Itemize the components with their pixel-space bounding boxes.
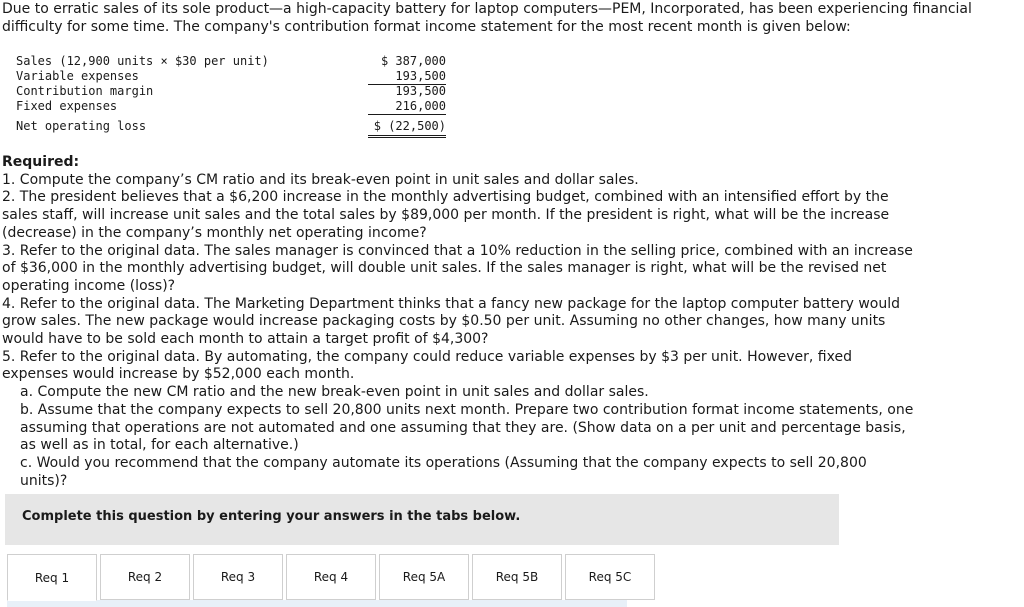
tab-req-1[interactable]: Req 1 [7,554,97,601]
requirement-tabs [7,554,1024,607]
instructions-panel [5,494,839,545]
requirement-item-4: 4. Refer to the original data. The Marketing Department thinks that a fancy new package for the laptop computer battery would grow sales. The new package would increase packaging costs by $0.50 per unit. Assuming no other changes, how many units would have to be sold each month to attain a target profit of $4,300? [2,295,900,348]
statement-label: Fixed expenses [16,99,118,113]
statement-amount: $ (22,500) [368,119,446,138]
tab-req-5a[interactable]: Req 5A [379,554,469,600]
tab-req-5b[interactable]: Req 5B [472,554,562,600]
statement-row-fixed-expenses [16,99,446,114]
tab-req-5c[interactable]: Req 5C [565,554,655,600]
tab-req-3[interactable]: Req 3 [193,554,283,600]
statement-label: Net operating loss [16,119,147,133]
intro-paragraph: Due to erratic sales of its sole product—a high-capacity battery for laptop computers—PEM, Incorporated, has been experiencing financial difficulty for some time. The company's contribution format income statement for the most recent month is given below: [2,1,972,35]
statement-label: Contribution margin [16,84,154,98]
statement-label: Sales (12,900 units × $30 per unit) [16,54,269,68]
statement-label: Variable expenses [16,69,139,83]
statement-row-variable-expenses [16,69,446,84]
statement-amount: 193,500 [368,69,446,85]
requirement-item-2: 2. The president believes that a $6,200 increase in the monthly advertising budget, combined with an intensified effort by the sales staff, will increase unit sales and the total sales by $89,000 per month. If the president is right, what will be the increase (decrease) in the company’s monthly net operating income? [2,189,890,241]
required-heading: Required: [2,154,80,170]
statement-row-contribution-margin [16,84,446,99]
statement-row-sales [16,54,446,69]
tab-req-4[interactable]: Req 4 [286,554,376,600]
requirement-subitem-c: c. Would you recommend that the company automate its operations (Assuming that the company expects to sell 20,800 units)? [20,454,867,489]
requirement-subitem-a: a. Compute the new CM ratio and the new break-even point in unit sales and dollar sales. [20,384,649,401]
statement-row-net-operating-loss [16,119,446,134]
statement-amount: 216,000 [368,99,446,115]
requirements-section [2,154,917,490]
statement-amount: 193,500 [395,84,446,98]
statement-amount: $ 387,000 [380,54,446,68]
income-statement [16,54,446,134]
instructions-text: Complete this question by entering your answers in the tabs below. [22,509,521,524]
tab-content-bar [7,600,627,607]
requirement-item-5: 5. Refer to the original data. By automating, the company could reduce variable expenses by $3 per unit. However, fixed expenses would increase by $52,000 each month. [2,348,852,383]
requirement-subitem-b: b. Assume that the company expects to sell 20,800 units next month. Prepare two contribution format income statements, one assuming that operations are not automated and one assuming that they are. (Show data on a per unit and percentage basis, as well as in total, for each alternative.) [20,401,914,454]
requirement-item-3: 3. Refer to the original data. The sales manager is convinced that a 10% reduction in the selling price, combined with an increase of $36,000 in the monthly advertising budget, will double unit sales. If the sales manager is right, what will be the revised net operating income (loss)? [2,242,913,294]
requirement-item-1: 1. Compute the company’s CM ratio and its break-even point in unit sales and dollar sales. [2,171,639,188]
tab-req-2[interactable]: Req 2 [100,554,190,600]
